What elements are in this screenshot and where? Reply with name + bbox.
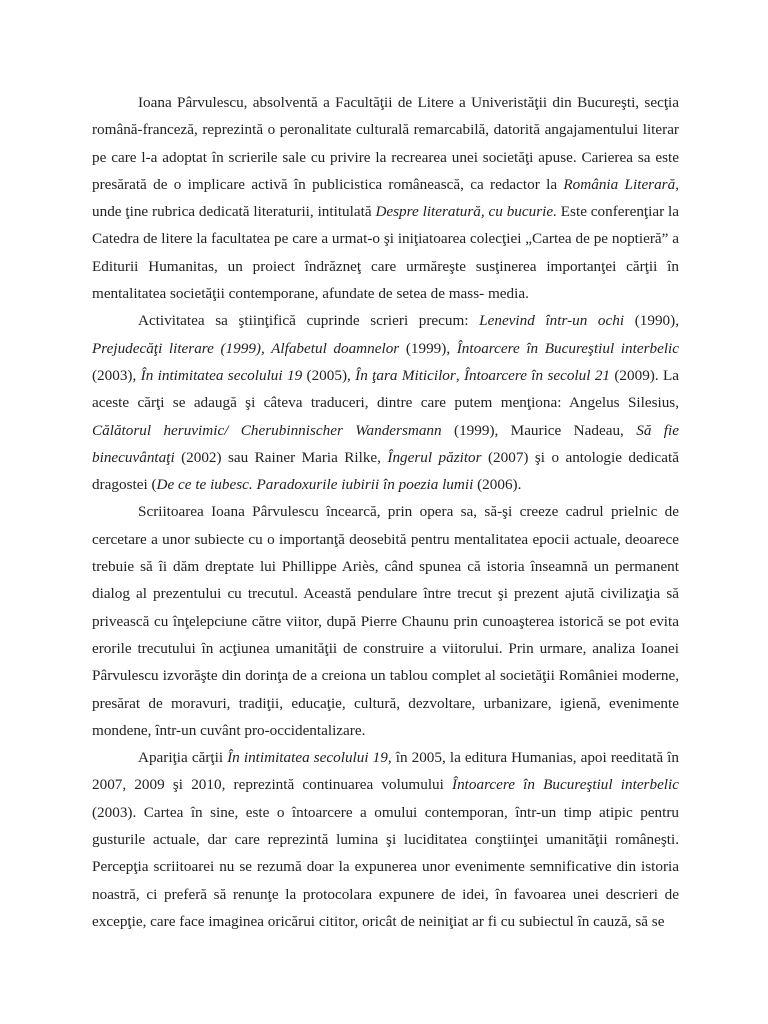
text-run: Activitatea sa ştiinţifică cuprinde scrieri precum:: [138, 312, 480, 330]
text-run: (2003),: [92, 366, 141, 384]
paragraph-2: [92, 307, 679, 498]
paragraph-4: [92, 744, 679, 935]
text-run: (1999), Maurice Nadeau,: [441, 421, 637, 439]
text-run: Apariţia cărţii: [138, 749, 228, 767]
text-run: (2007) şi o antologie dedicată dragostei (: [92, 448, 679, 494]
text-run: , în 2005, la editura Humanias, apoi reeditată în 2007, 2009 şi 2010, reprezintă continuarea volumului: [92, 749, 679, 794]
text-run: (2006).: [473, 476, 522, 494]
text-run-italic: Despre literatură, cu bucurie.: [375, 203, 557, 221]
text-run-italic: Întoarcere în Bucureştiul interbelic: [456, 339, 679, 357]
text-run-italic: În ţara Miticilor: [355, 366, 456, 384]
text-run-italic: Lenevind într-un ochi: [479, 312, 625, 330]
document-page: [92, 89, 679, 935]
text-run-italic: Călătorul heruvimic/ Cherubinnischer Wandersmann: [92, 421, 442, 439]
text-run: (2002) sau Rainer Maria Rilke,: [174, 448, 388, 466]
text-run: (2003). Cartea în sine, este o întoarcere a omului contemporan, într-un timp atipic pentru gusturile actuale, dar care reprezintă lumina şi luciditatea conştiinţei umanităţii româneşti. Percepţia scriitoarei nu se rezumă doar la expunerea unor evenimente semnificative din istoria noastră, ci preferă să renunţe la protocolara expunere de idei, în favoarea unei descrieri de excepţie, care face imaginea oricărui cititor, oricât de neiniţiat ar fi cu subiectul în cauză, să se: [92, 803, 679, 930]
paragraph-3: [92, 498, 679, 744]
text-run: (2005),: [302, 366, 356, 384]
text-run-italic: Întoarcere în secolul 21: [463, 366, 611, 384]
text-run: Scriitoarea Ioana Pârvulescu încearcă, prin opera sa, să-şi creeze cadrul prielnic de cercetare a unor subiecte cu o importanţă deosebită pentru mentalitatea epocii actuale, deoarece trebuie să îi dăm dreptate lui Phillippe Ariès, când spunea că istoria înseamnă un permanent dialog al prezentului cu trecutul. Această pendulare între trecut şi prezent ajută civilizaţia să privească cu înţelepciune către viitor, după Pierre Chaunu prin cunoaşterea istorică se pot evita erorile trecutului în acţiunea umanităţii de construire a viitorului. Prin urmare, analiza Ioanei Pârvulescu izvorăşte din dorinţa de a creiona un tablou complet al societăţii României moderne, presărat de moravuri, tradiţii, educaţie, cultură, dezvoltare, urbanizare, igienă, evenimente mondene, într-un cuvânt pro-occidentalizare.: [92, 503, 679, 739]
text-run: ,: [455, 366, 464, 384]
text-run-italic: Îngerul păzitor: [387, 448, 482, 466]
text-run: , unde ţine rubrica dedicată literaturii, intitulată: [92, 175, 679, 221]
text-run-italic: Prejudecăţi literare (1999), Alfabetul doamnelor: [92, 339, 400, 357]
text-run-italic: Întoarcere în Bucureştiul interbelic: [452, 776, 679, 794]
text-run-italic: În intimitatea secolului 19: [140, 366, 303, 384]
text-run-italic: Să fie binecuvântaţi: [92, 421, 679, 466]
text-run: Este conferenţiar la Catedra de litere la facultatea pe care a urmat-o şi iniţiatoarea colecţiei „Cartea de pe noptieră” a Editurii Humanitas, un proiect îndrăzneţ care urmăreşte susţinerea importanţei cărţii în mentalitatea societăţii contemporane, afundate de setea de mass- media.: [92, 203, 679, 303]
text-run-italic: România Literară: [563, 175, 676, 193]
text-run: (2009). La aceste cărţi se adaugă şi câteva traduceri, dintre care putem menţiona: Angelus Silesius,: [92, 366, 680, 412]
paragraph-1: [92, 89, 679, 307]
text-run-italic: În intimitatea secolului 19: [227, 749, 388, 767]
text-run: (1999),: [399, 339, 457, 357]
text-run-italic: De ce te iubesc. Paradoxurile iubirii în poezia lumii: [156, 476, 474, 494]
text-run: Ioana Pârvulescu, absolventă a Facultăţii de Litere a Univeristăţii din Bucureşti, secţia română-franceză, reprezintă o peronalitate culturală remarcabilă, datorită angajamentului literar pe care l-a adoptat în scrierile sale cu privire la recrearea unei societăţi apuse. Carierea sa este presărată de o implicare activă în publicistica românească, ca redactor la: [92, 94, 679, 193]
text-run: (1990),: [624, 312, 679, 330]
